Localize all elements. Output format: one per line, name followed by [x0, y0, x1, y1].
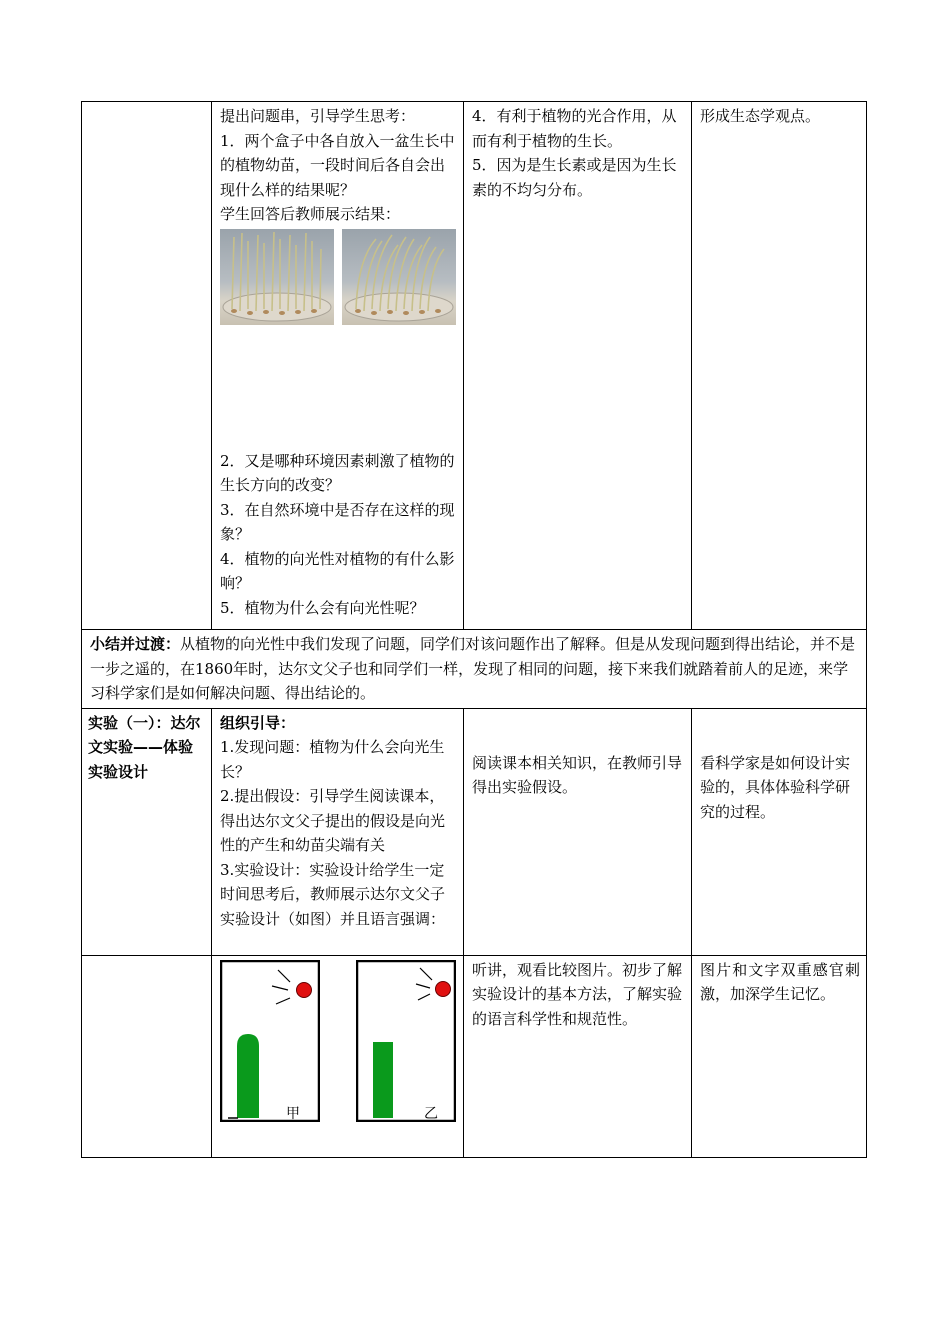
answer-5: 5．因为是生长素或是因为生长素的不均匀分布。	[472, 156, 677, 199]
diagram-label-jia: 甲	[286, 1105, 300, 1122]
seedling-photo-bent	[342, 229, 456, 325]
summary-text: 从植物的向光性中我们发现了问题，同学们对该问题作出了解释。但是从发现问题到得出结论，并不是一步之遥的，在1860年时，达尔文父子也和同学们一样，发现了相同的问题，接下来我们就踏着前人的足迹，来学习科学家们是如何解决问题、得出结论的。	[90, 635, 856, 702]
sun-icon	[436, 981, 451, 996]
sun-icon	[297, 982, 312, 997]
seedling-photos	[220, 229, 457, 325]
after-answer-text: 学生回答后教师展示结果：	[220, 205, 401, 223]
table-row	[82, 102, 867, 630]
lesson-plan-table	[81, 101, 867, 1158]
guidance-cell	[212, 708, 464, 955]
darwin-diagrams	[220, 958, 457, 1122]
question-4: 4．植物的向光性对植物的有什么影响？	[220, 549, 455, 592]
answer-4: 4．有利于植物的光合作用，从而有利于植物的生长。	[472, 107, 677, 150]
seedling-no-tip-icon	[373, 1042, 393, 1118]
row1-teacher-cell	[212, 102, 464, 630]
question-5: 5．植物为什么会有向光性呢？	[220, 598, 425, 617]
diagram-cell	[212, 955, 464, 1157]
seedling-with-tip-icon	[237, 1034, 259, 1118]
row4-student-cell: 听讲，观看比较图片。初步了解实验设计的基本方法，了解实验的语言科学性和规范性。	[464, 955, 692, 1157]
table-row	[82, 630, 867, 709]
table-row	[82, 708, 867, 955]
summary-label: 小结并过渡：	[90, 635, 181, 653]
row3-intent-cell: 看科学家是如何设计实验的，具体体验科学研究的过程。	[692, 708, 867, 955]
diagram-jia	[220, 960, 320, 1122]
row1-intent-cell: 形成生态学观点。	[692, 102, 867, 630]
row4-intent-cell: 图片和文字双重感官刺激，加深学生记忆。	[692, 955, 867, 1157]
summary-cell	[82, 630, 867, 709]
row1-stage-cell	[82, 102, 212, 630]
row3-student-cell: 阅读课本相关知识，在教师引导得出实验假设。	[464, 708, 692, 955]
row1-student-cell	[464, 102, 692, 630]
guidance-heading: 组织引导：	[220, 713, 296, 732]
guidance-step-3: 3.实验设计：实验设计给学生一定时间思考后，教师展示达尔文父子实验设计（如图）并且语言强调：	[220, 860, 446, 928]
diagram-yi	[356, 960, 456, 1122]
guidance-step-2: 2.提出假设：引导学生阅读课本，得出达尔文父子提出的假设是向光性的产生和幼苗尖端有关	[220, 787, 446, 854]
guidance-step-1: 1.发现问题：植物为什么会向光生长？	[220, 738, 445, 781]
table-row	[82, 955, 867, 1157]
seedling-photo-upright	[220, 229, 334, 325]
experiment-stage-cell: 实验（一）：达尔文实验——体验实验设计	[82, 708, 212, 955]
intro-text: 提出问题串，引导学生思考：	[220, 107, 416, 125]
question-2: 2．又是哪种环境因素刺激了植物的生长方向的改变？	[220, 451, 455, 494]
diagram-label-yi: 乙	[424, 1105, 438, 1122]
question-3: 3．在自然环境中是否存在这样的现象？	[220, 500, 455, 543]
question-1: 1．两个盒子中各自放入一盆生长中的植物幼苗，一段时间后各自会出现什么样的结果呢？	[220, 131, 455, 199]
